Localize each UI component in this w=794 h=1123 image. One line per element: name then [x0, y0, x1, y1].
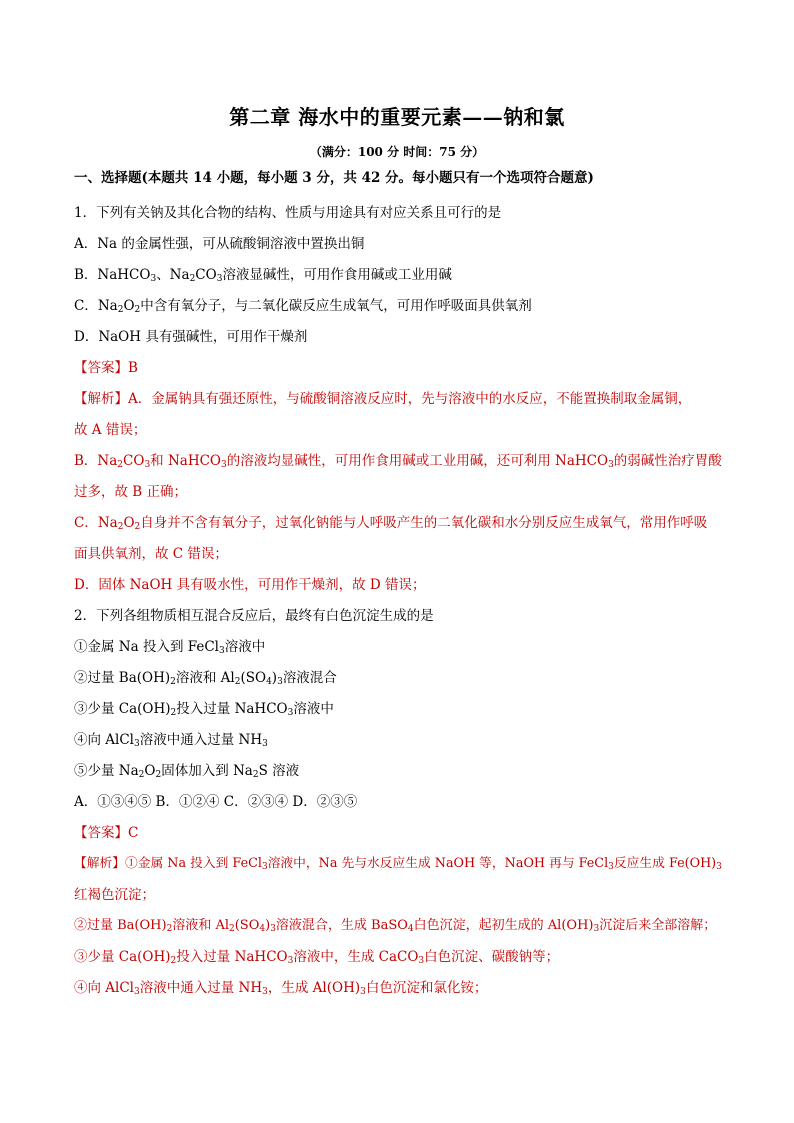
q2-options: A．①③④⑤ B．①②④ C．②③④ D．②③⑤: [74, 794, 358, 810]
page-subtitle: （满分：100 分 时间：75 分）: [309, 145, 485, 159]
section-heading: 一、选择题(本题共 14 小题，每小题 3 分，共 42 分。每小题只有一个选项符合题意): [74, 170, 594, 186]
q1-answer: [74, 358, 724, 378]
q1-option-b: B．NaHCO$_3$、$Na_2CO_3$溶液显碱性，可用作食用碱或工业用碱: [74, 267, 452, 284]
q2-analysis-4: ④向 AlCl$_3$溶液中通入过量 $NH_3$，生成 $Al(OH)_3$白色沉淀和氯化铵；: [74, 980, 488, 997]
q1-analysis-a: 【解析】A．金属钠具有强还原性，与硫酸铜溶液反应时，先与溶液中的水反应，不能置换制取金属铜，: [74, 391, 692, 407]
q2-stem: 2．下列各组物质相互混合反应后，最终有白色沉淀生成的是: [74, 608, 434, 624]
q1-analysis-d: D．固体 NaOH 具有吸水性，可用作干燥剂，故 D 错误；: [74, 577, 426, 593]
q1-option-c: C．$Na_2O_2$中含有氧分子，与二氧化碳反应生成氧气，可用作呼吸面具供氧剂: [74, 298, 532, 315]
q2-answer: [74, 823, 724, 843]
q2-item-4: ④向 AlCl$_3$溶液中通入过量 $NH_3$: [74, 732, 268, 749]
page-title: 第二章 海水中的重要元素——钠和氯: [229, 105, 565, 129]
q2-item-1: ①金属 Na 投入到 FeCl$_3$溶液中: [74, 639, 266, 656]
q1-option-d: D．NaOH 具有强碱性，可用作干燥剂: [74, 329, 308, 345]
q1-analysis-b-cont: 过多，故 B 正确；: [74, 484, 188, 500]
answer-label: 【答案】: [74, 825, 128, 841]
q2-analysis-2: ②过量 $Ba(OH)_2$溶液和 $Al_2(SO_4)_3$溶液混合，生成 BaSO$_4$白色沉淀，起初生成的 $Al(OH)_3$沉淀后来全部溶解；: [74, 918, 717, 934]
answer-label: 【答案】: [74, 360, 128, 376]
q2-analysis-1: 【解析】①金属 Na 投入到 FeCl$_3$溶液中，Na 先与水反应生成 NaOH 等，NaOH 再与 FeCl$_3$反应生成 $Fe(OH)_3$: [74, 856, 722, 872]
q1-analysis-c: C．$Na_2O_2$自身并不含有氧分子，过氧化钠能与人呼吸产生的二氧化碳和水分别反应生成氧气，常用作呼吸: [74, 515, 708, 532]
q2-item-2: ②过量 $Ba(OH)_2$溶液和 $Al_2(SO_4)_3$溶液混合: [74, 670, 337, 687]
analysis-label: 【解析】: [74, 391, 128, 407]
analysis-label: 【解析】: [74, 856, 125, 871]
q2-analysis-3: ③少量 $Ca(OH)_2$投入过量 NaHCO$_3$溶液中，生成 CaCO$_3$白色沉淀、碳酸钠等；: [74, 949, 560, 966]
q1-analysis-b: B．$Na_2CO_3$和 NaHCO$_3$的溶液均显碱性，可用作食用碱或工业用碱，还可利用 NaHCO$_3$的弱碱性治疗胃酸: [74, 453, 722, 470]
q2-item-5: ⑤少量 $Na_2O_2$固体加入到 $Na_2S$ 溶液: [74, 763, 300, 780]
q1-analysis-c-cont: 面具供氧剂，故 C 错误；: [74, 546, 228, 562]
q2-item-3: ③少量 $Ca(OH)_2$投入过量 NaHCO$_3$溶液中: [74, 701, 334, 718]
q1-analysis-a-cont: 故 A 错误；: [74, 422, 147, 438]
q2-analysis-1-cont: 红褐色沉淀；: [74, 887, 155, 903]
answer-value: B: [128, 360, 138, 376]
q1-option-a: A．Na 的金属性强，可从硫酸铜溶液中置换出铜: [74, 236, 365, 252]
answer-value: C: [128, 825, 139, 841]
q1-stem: 1．下列有关钠及其化合物的结构、性质与用途具有对应关系且可行的是: [74, 205, 502, 221]
